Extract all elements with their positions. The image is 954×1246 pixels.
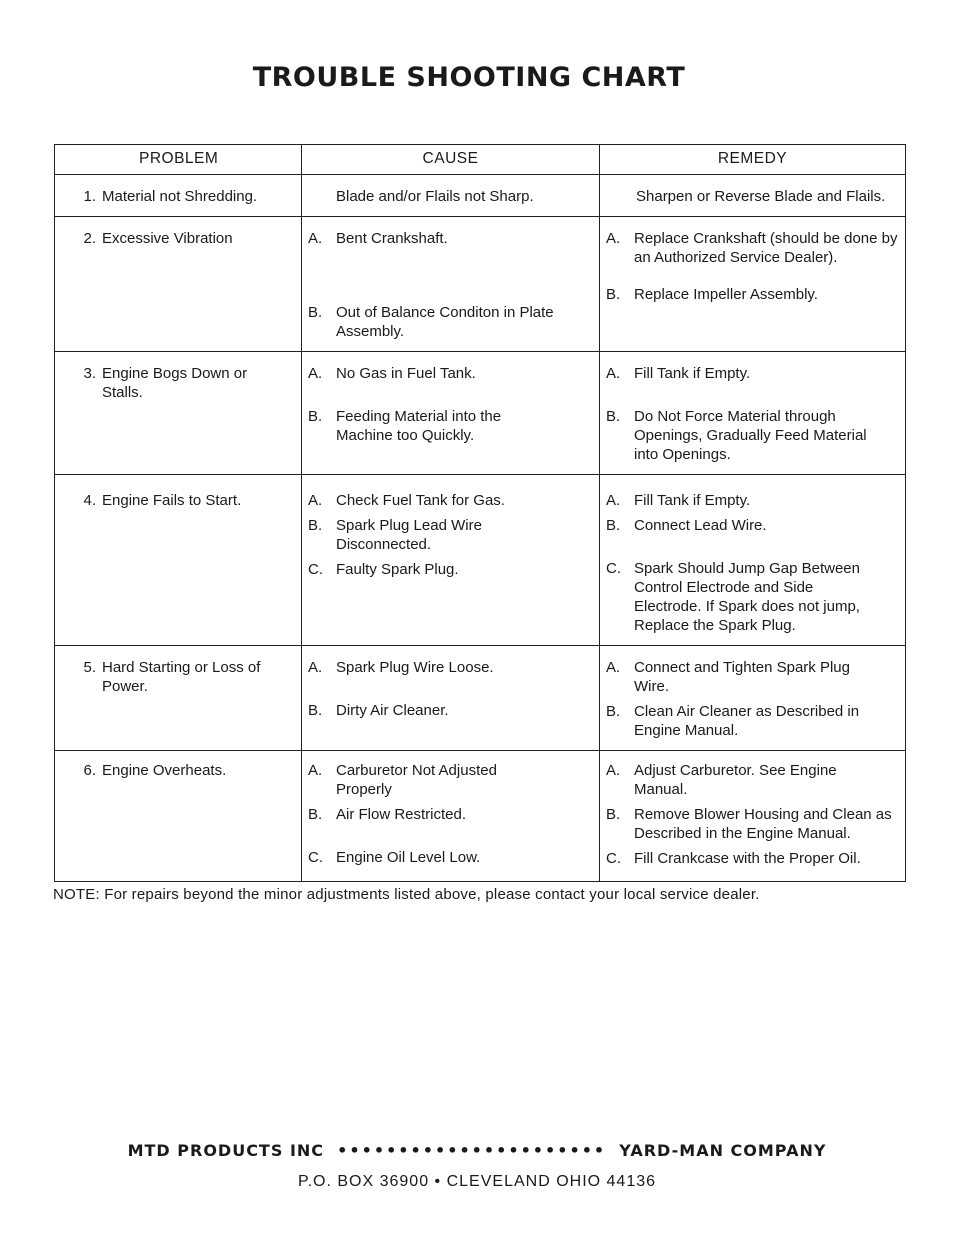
cause-entry <box>308 848 593 867</box>
cause-label: B. <box>308 304 323 321</box>
remedy-entry <box>606 516 899 535</box>
cause-cell <box>302 217 600 352</box>
table-row <box>55 175 906 217</box>
remedy-cell <box>600 352 906 475</box>
remedy-label: B. <box>606 806 621 823</box>
cause-entry <box>308 407 593 445</box>
cause-text: Out of Balance Conditon in Plate Assembly. <box>336 304 554 340</box>
remedy-entry <box>606 229 899 267</box>
remedy-entry <box>606 761 899 799</box>
cause-text: Spark Plug Wire Loose. <box>336 659 494 676</box>
cause-entry <box>308 560 593 579</box>
remedy-header: REMEDY <box>600 145 906 175</box>
remedy-entry <box>606 849 899 868</box>
remedy-cell <box>600 175 906 217</box>
table-header-row <box>55 145 906 175</box>
cause-text: Bent Crankshaft. <box>336 230 448 247</box>
remedy-cell <box>600 646 906 751</box>
cause-text: Blade and/or Flails not Sharp. <box>336 188 534 205</box>
remedy-text: Sharpen or Reverse Blade and Flails. <box>636 188 886 205</box>
remedy-label: B. <box>606 517 621 534</box>
problem-cell <box>55 352 302 475</box>
remedy-label: A. <box>606 762 621 779</box>
remedy-entry <box>606 491 899 510</box>
cause-cell <box>302 646 600 751</box>
cause-label: B. <box>308 702 323 719</box>
cause-label: A. <box>308 762 323 779</box>
cause-entry <box>308 658 593 677</box>
repair-note: NOTE: For repairs beyond the minor adjustments listed above, please contact your local service dealer. <box>53 886 760 903</box>
remedy-label: A. <box>606 365 621 382</box>
cause-entry <box>308 364 593 383</box>
remedy-entry <box>606 285 899 304</box>
problem-number: 6. <box>83 762 96 779</box>
cause-text: Feeding Material into the Machine too Quickly. <box>336 408 502 444</box>
cause-text: Carburetor Not Adjusted Properly <box>336 762 497 798</box>
trouble-shooting-table <box>54 144 906 882</box>
cause-label: A. <box>308 492 323 509</box>
remedy-entry <box>606 407 899 464</box>
cause-label: B. <box>308 408 323 425</box>
problem-number: 1. <box>83 188 96 205</box>
cause-entry <box>308 303 593 341</box>
cause-text: Spark Plug Lead Wire Disconnected. <box>336 517 482 553</box>
remedy-text: Adjust Carburetor. See Engine Manual. <box>634 762 837 798</box>
cause-text: Dirty Air Cleaner. <box>336 702 449 719</box>
remedy-text: Fill Tank if Empty. <box>634 492 751 509</box>
remedy-label: C. <box>606 560 621 577</box>
problem-cell <box>55 751 302 882</box>
remedy-entry <box>606 658 899 696</box>
remedy-label: A. <box>606 492 621 509</box>
remedy-label: A. <box>606 230 621 247</box>
cause-header: CAUSE <box>302 145 600 175</box>
cause-cell <box>302 352 600 475</box>
remedy-entry <box>606 702 899 740</box>
remedy-text: Do Not Force Material through Openings, Gradually Feed Material into Openings. <box>634 408 867 463</box>
problem-cell <box>55 217 302 352</box>
cause-entry <box>308 701 593 720</box>
footer-address: P.O. BOX 36900 • CLEVELAND OHIO 44136 <box>297 1173 657 1190</box>
table-row <box>55 751 906 882</box>
company-name-left: MTD PRODUCTS INC <box>127 1141 325 1160</box>
cause-entry <box>308 805 593 824</box>
remedy-label: C. <box>606 850 621 867</box>
remedy-text: Remove Blower Housing and Clean as Described in the Engine Manual. <box>634 806 892 842</box>
remedy-text: Spark Should Jump Gap Between Control Electrode and Side Electrode. If Spark does not jump, Replace the Spark Plug. <box>634 560 860 634</box>
footer-company-line <box>0 1141 954 1160</box>
remedy-cell <box>600 751 906 882</box>
problem-number: 5. <box>83 659 96 676</box>
cause-label: A. <box>308 365 323 382</box>
remedy-label: A. <box>606 659 621 676</box>
problem-number: 4. <box>83 492 96 509</box>
remedy-text: Connect Lead Wire. <box>634 517 767 534</box>
problem-cell <box>55 646 302 751</box>
cause-cell <box>302 175 600 217</box>
cause-label: C. <box>308 849 323 866</box>
problem-text: Engine Bogs Down or Stalls. <box>102 365 248 401</box>
problem-number: 3. <box>83 365 96 382</box>
cause-label: A. <box>308 230 323 247</box>
remedy-cell <box>600 475 906 646</box>
cause-entry <box>308 516 593 554</box>
remedy-entry <box>606 805 899 843</box>
remedy-entry <box>606 364 899 383</box>
remedy-label: B. <box>606 286 621 303</box>
problem-text: Engine Overheats. <box>102 762 227 779</box>
cause-cell <box>302 751 600 882</box>
remedy-text: Clean Air Cleaner as Described in Engine Manual. <box>634 703 860 739</box>
problem-text: Engine Fails to Start. <box>102 492 242 509</box>
dot-separator: •••••••••••••••••••••• <box>337 1141 607 1160</box>
problem-cell <box>55 175 302 217</box>
cause-entry <box>308 491 593 510</box>
cause-entry <box>308 761 593 799</box>
table-row <box>55 352 906 475</box>
problem-text: Material not Shredding. <box>102 188 258 205</box>
cause-text: Engine Oil Level Low. <box>336 849 481 866</box>
cause-entry <box>308 229 593 248</box>
remedy-cell <box>600 217 906 352</box>
table-row <box>55 217 906 352</box>
problem-header: PROBLEM <box>55 145 302 175</box>
problem-text: Excessive Vibration <box>102 230 233 247</box>
remedy-text: Fill Tank if Empty. <box>634 365 751 382</box>
cause-text: No Gas in Fuel Tank. <box>336 365 476 382</box>
cause-text: Check Fuel Tank for Gas. <box>336 492 505 509</box>
table-row <box>55 475 906 646</box>
problem-number: 2. <box>83 230 96 247</box>
remedy-text: Connect and Tighten Spark Plug Wire. <box>634 659 850 695</box>
remedy-text: Replace Impeller Assembly. <box>634 286 818 303</box>
remedy-label: B. <box>606 408 621 425</box>
cause-text: Faulty Spark Plug. <box>336 561 459 578</box>
problem-cell <box>55 475 302 646</box>
remedy-text: Replace Crankshaft (should be done by an Authorized Service Dealer). <box>634 230 898 266</box>
cause-label: B. <box>308 517 323 534</box>
cause-label: C. <box>308 561 323 578</box>
cause-label: B. <box>308 806 323 823</box>
table-row <box>55 646 906 751</box>
page-title: TROUBLE SHOOTING CHART <box>252 62 686 93</box>
problem-text: Hard Starting or Loss of Power. <box>102 659 261 695</box>
remedy-entry <box>606 559 899 635</box>
remedy-text: Fill Crankcase with the Proper Oil. <box>634 850 861 867</box>
cause-cell <box>302 475 600 646</box>
remedy-label: B. <box>606 703 621 720</box>
cause-text: Air Flow Restricted. <box>336 806 467 823</box>
company-name-right: YARD-MAN COMPANY <box>619 1141 827 1160</box>
cause-label: A. <box>308 659 323 676</box>
